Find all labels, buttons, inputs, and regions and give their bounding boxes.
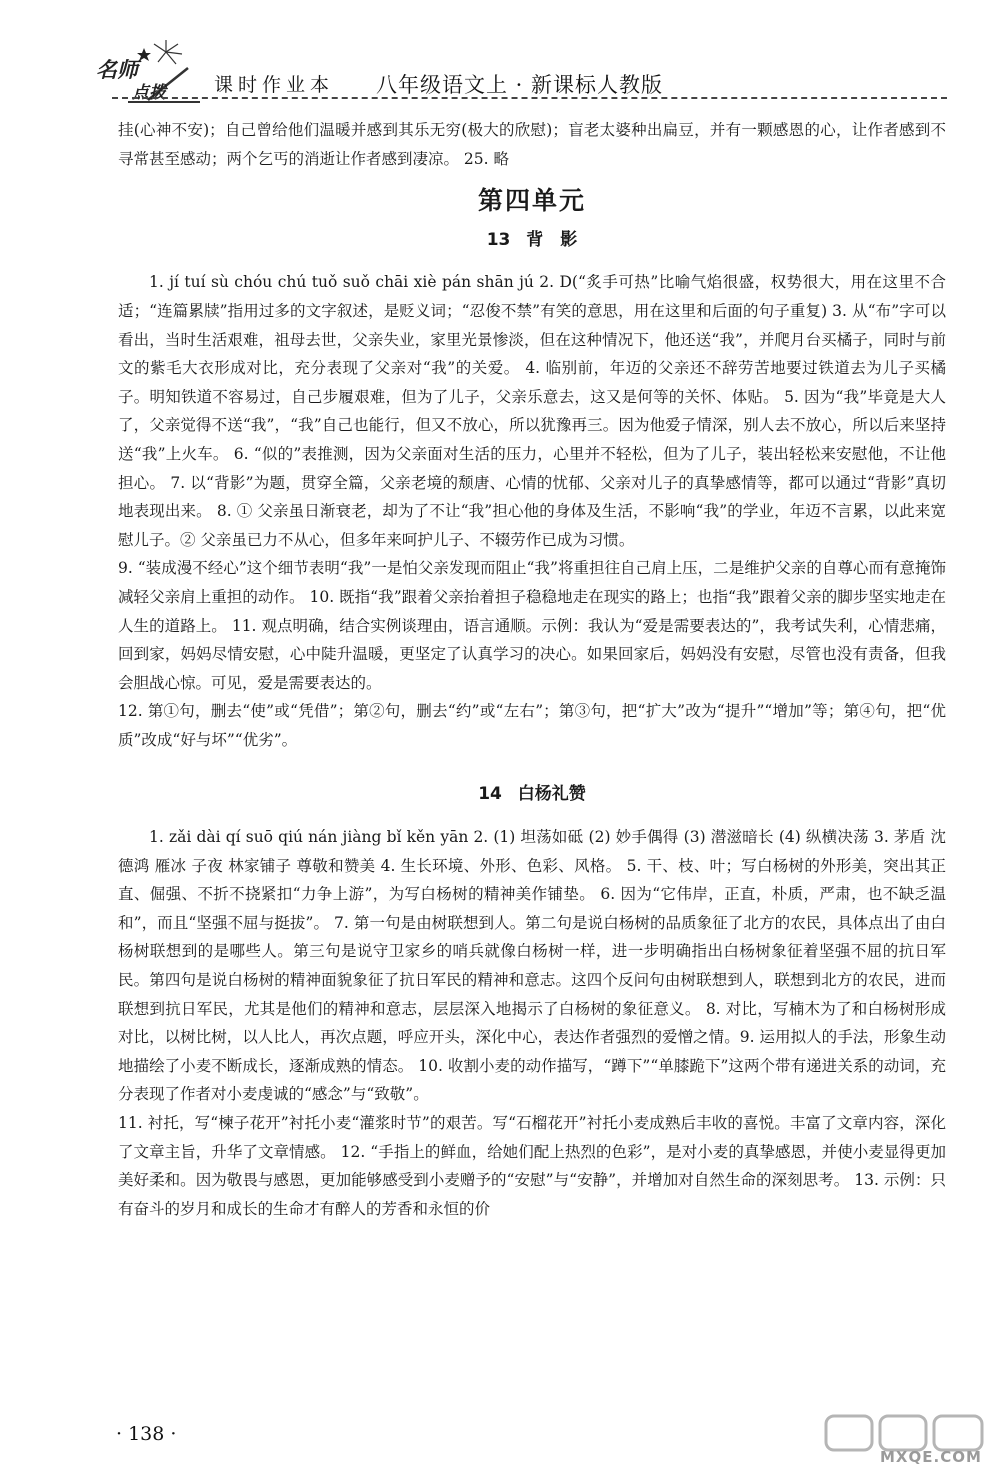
logo-text-dianbo: 点拨 xyxy=(132,83,166,103)
watermark xyxy=(822,1412,990,1478)
lesson-14-title: 14 白杨礼赞 xyxy=(478,784,586,805)
lesson-13-answers-end: 12. 第①句，删去“使”或“凭借”；第②句，删去“约”或“左右”；第③句，把“扩大”改为“提升”“增加”等；第④句，把“优质”改成“好与坏”“优劣”。 xyxy=(118,702,946,749)
logo xyxy=(88,38,208,106)
unit-title: 第四单元 xyxy=(477,186,586,216)
book-title: 八年级语文上 · 新课标人教版 xyxy=(376,73,664,97)
lesson-14-answers: 1. zǎi dài qí suō qiú nán jiàng bǐ kěn yān 2. (1) 坦荡如砥 (2) 妙手偶得 (3) 潜滋暗长 (4) 纵横决荡 3. 茅盾 沈德鸿 雁冰 子夜 林家铺子 尊敬和赞美 4. 生长环境、外形、色彩、风格。 5. 干、枝、叶；写白杨树的外形美，突出其正直、倔强、不折不挠紧扣“力争上游”，为写白杨树的精神美作铺垫。 6. 因为“它伟岸，正直，朴质，严肃，也不缺乏温和”，而且“坚强不屈与挺拔”。 7. 第一句是由树联想到人。第二句是说白杨树的品质象征了北方的农民，具体点出了由白杨树联想到的是哪些人。第三句是说守卫家乡的哨兵就像白杨树一样，进一步明确指出白杨树象征着坚强不屈的抗日军民。第四句是说白杨树的精神面貌象征了抗日军民的精神和意志。这四个反问句由树联想到人，联想到北方的农民，进而联想到抗日军民，尤其是他们的精神和意志，层层深入地揭示了白杨树的象征意义。 8. 对比，写楠木为了和白杨树形成对比，以树比树，以人比人，再次点题，呼应开头，深化中心，表达作者强烈的爱憎之情。9. 运用拟人的手法，形象生动地描绘了小麦不断成长，逐渐成熟的情态。 10. 收割小麦的动作描写，“蹲下”“单膝跪下”这两个带有递进关系的动词，充分表现了作者对小麦虔诚的“感念”与“致敬”。 xyxy=(118,828,946,1104)
lesson-13-title: 13 背 影 xyxy=(486,229,578,250)
series-title: 课时作业本 xyxy=(214,74,335,96)
watermark-text: MXQE.COM xyxy=(880,1448,982,1466)
answer-content xyxy=(118,116,946,1223)
lesson-13-answers-cont: 9. “装成漫不经心”这个细节表明“我”一是怕父亲发现而阻止“我”将重担往自己肩上压，二是维护父亲的自尊心而有意掩饰减轻父亲肩上重担的动作。 10. 既指“我”跟着父亲抬着担子稳稳地走在现实的路上；也指“我”跟着父亲的脚步坚实地走在人生的道路上。 11. 观点明确，结合实例谈理由，语言通顺。示例：我认为“爱是需要表达的”，我考试失利，心情悲痛，回到家，妈妈尽情安慰，心中陡升温暖，更坚定了认真学习的决心。如果回家后，妈妈没有安慰，尽管也没有责备，但我会胆战心惊。可见，爱是需要表达的。 xyxy=(118,559,946,692)
watermark-logo-icon xyxy=(822,1412,990,1478)
carryover-paragraph: 挂(心神不安)；自己曾给他们温暖并感到其乐无穷(极大的欣慰)；盲老太婆种出扁豆，并有一颗感恩的心，让作者感到不寻常甚至感动；两个乞丐的消逝让作者感到凄凉。 25. 略 xyxy=(118,121,946,168)
logo-text-mingshi: 名师 xyxy=(96,57,138,82)
header-divider xyxy=(112,97,947,99)
page-header xyxy=(0,0,1000,110)
lesson-13-answers: 1. jí tuí sù chóu chú tuǒ suǒ chāi xiè pán shān jú 2. D(“炙手可热”比喻气焰很盛，权势很大，用在这里不合适；“连篇累牍”指用过多的文字叙述，是贬义词；“忍俊不禁”有笑的意思，用在这里和后面的句子重复) 3. 从“布”字可以看出，当时生活艰难，祖母去世，父亲失业，家里光景惨淡，但在这种情况下，他还送“我”，并爬月台买橘子，同时与前文的紫毛大衣形成对比，充分表现了父亲对“我”的关爱。 4. 临别前，年迈的父亲还不辞劳苦地要过铁道去为儿子买橘子。明知铁道不容易过，自己步履艰难，但为了儿子，父亲乐意去，这又是何等的关怀、体贴。 5. 因为“我”毕竟是大人了，父亲觉得不送“我”，“我”自己也能行，但又不放心，所以犹豫再三。因为他爱子情深，别人去不放心，所以后来坚持送“我”上火车。 6. “似的”表推测，因为父亲面对生活的压力，心里并不轻松，但为了儿子，装出轻松来安慰他，不让他担心。 7. 以“背影”为题，贯穿全篇，父亲老境的颓唐、心情的忧郁、父亲对儿子的真挚感情等，都可以通过“背影”真切地表现出来。 8. ① 父亲虽日渐衰老，却为了不让“我”担心他的身体及生活，不影响“我”的学业，年迈不言累，以此来宽慰儿子。② 父亲虽已力不从心，但多年来呵护儿子、不辍劳作已成为习惯。 xyxy=(118,273,946,549)
lesson-14-answers-cont: 11. 衬托，写“楝子花开”衬托小麦“灌浆时节”的艰苦。写“石榴花开”衬托小麦成熟后丰收的喜悦。丰富了文章内容，深化了文章主旨，升华了文章情感。 12. “手指上的鲜血，给她们配上热烈的色彩”，是对小麦的真挚感恩，并使小麦显得更加美好柔和。因为敬畏与感恩，更加能够感受到小麦赠予的“安慰”与“安静”，并增加对自然生命的深刻思考。 13. 示例：只有奋斗的岁月和成长的生命才有醉人的芳香和永恒的价 xyxy=(118,1114,946,1218)
page-number: · 138 · xyxy=(116,1423,177,1445)
